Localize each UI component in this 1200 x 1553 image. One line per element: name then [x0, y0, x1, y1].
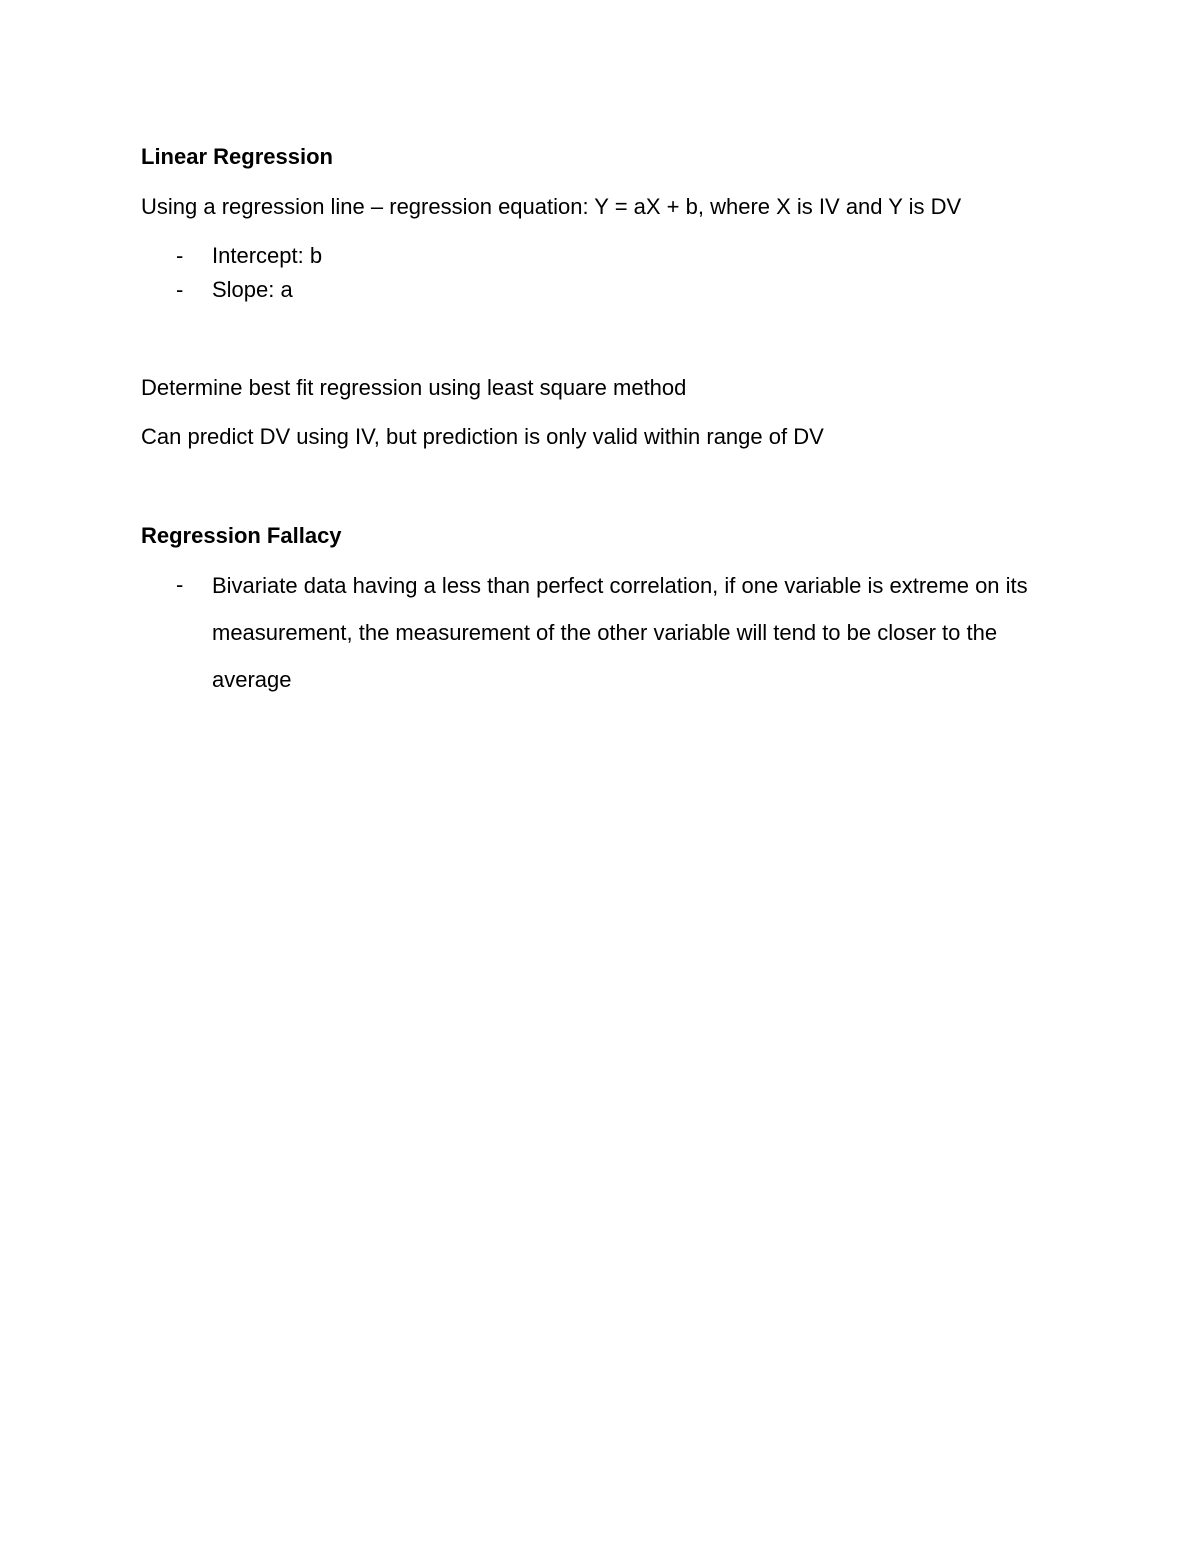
bullet-slope: Slope: a [212, 277, 293, 302]
heading-regression-fallacy: Regression Fallacy [141, 523, 342, 548]
bullet-marker: - [176, 243, 184, 268]
bullet-marker: - [176, 277, 184, 302]
heading-linear-regression: Linear Regression [141, 144, 333, 169]
bullet-marker: - [176, 572, 184, 597]
bullet-intercept: Intercept: b [212, 243, 323, 268]
paragraph-prediction: Can predict DV using IV, but prediction is only valid within range of DV [141, 424, 824, 449]
bullet-fallacy-definition: Bivariate data having a less than perfect correlation, if one variable is extreme on its measurement, the measurement of the other variable will tend to be closer to the average [212, 573, 1028, 692]
regression-equation-text: Using a regression line – regression equation: Y = aX + b, where X is IV and Y is DV [141, 194, 962, 219]
paragraph-least-square: Determine best fit regression using least square method [141, 375, 687, 400]
